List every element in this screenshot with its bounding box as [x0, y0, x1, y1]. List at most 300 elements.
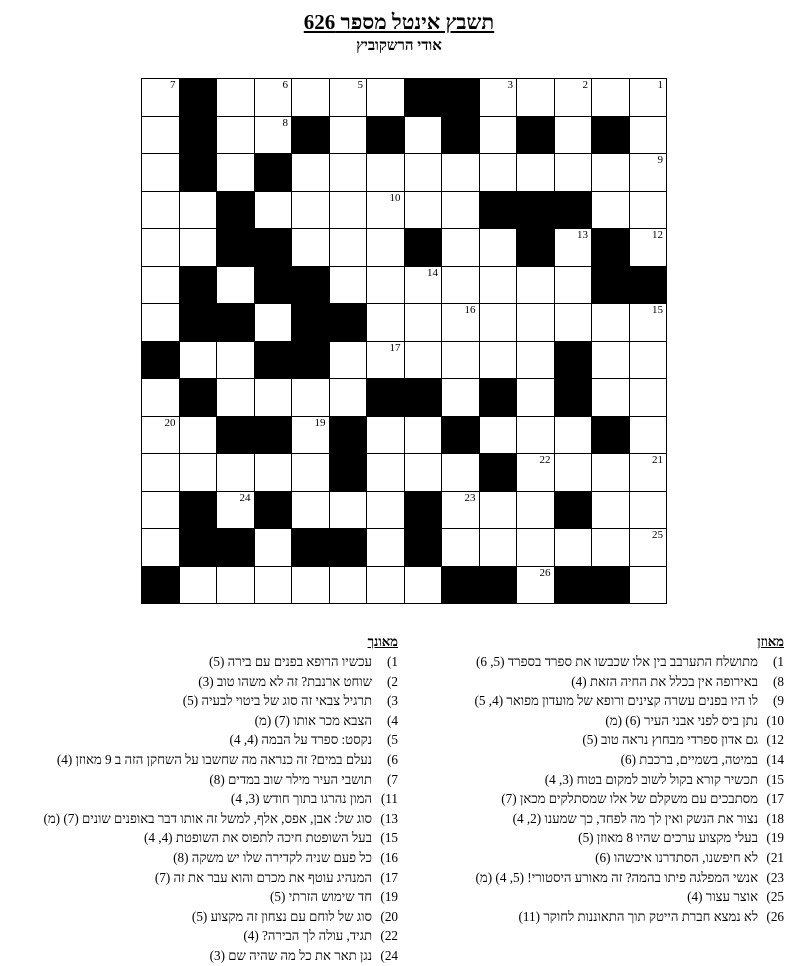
grid-cell[interactable]: [254, 191, 293, 230]
clue-text: בעל השופטת חיכה לתפוס את השופטת (4, 4): [143, 830, 372, 846]
grid-cell[interactable]: [516, 566, 555, 605]
clue-text: נתן ביס לפני אבני העיר (6) (מ): [605, 712, 758, 728]
down-clues: [0, 632, 398, 966]
clue-number: 14: [427, 266, 438, 279]
block-cell: [291, 341, 330, 380]
grid-cell[interactable]: [366, 416, 405, 455]
down-clue: [0, 887, 398, 907]
grid-cell[interactable]: [216, 116, 255, 155]
grid-cell[interactable]: [404, 153, 443, 192]
block-cell: [329, 528, 368, 567]
grid-cell[interactable]: [254, 303, 293, 342]
grid-cell[interactable]: [479, 491, 518, 530]
across-clue: [424, 730, 784, 750]
block-cell: [404, 528, 443, 567]
grid-cell[interactable]: [329, 153, 368, 192]
block-cell: [179, 491, 218, 530]
grid-cell[interactable]: [479, 153, 518, 192]
grid-cell[interactable]: [591, 491, 630, 530]
grid-cell[interactable]: [254, 453, 293, 492]
grid-cell[interactable]: [141, 416, 180, 455]
grid-cell[interactable]: [629, 491, 668, 530]
grid-cell[interactable]: [141, 491, 180, 530]
clue-number: 17: [389, 341, 401, 354]
block-cell: [179, 303, 218, 342]
clue-num: 13): [380, 810, 398, 826]
down-clue: [0, 926, 398, 946]
grid-cell[interactable]: [629, 78, 668, 117]
grid-cell[interactable]: [141, 116, 180, 155]
grid-cell[interactable]: [216, 341, 255, 380]
clue-number: 12: [652, 229, 663, 241]
clue-text: אוצר עצור (4): [687, 889, 758, 905]
clue-text: עכשיו הרופא בפנים עם בירה (5): [208, 654, 372, 669]
block-cell: [179, 266, 218, 305]
clue-num: 19): [766, 830, 784, 846]
clue-num: 20): [380, 908, 398, 924]
grid-cell[interactable]: [404, 266, 443, 305]
grid-cell[interactable]: [404, 303, 443, 342]
grid-cell[interactable]: [516, 153, 555, 192]
clue-text: כל פעם שניה לקדירה שלו יש משקה (8): [173, 849, 372, 865]
clue-text: המנהיג עוטף את מכרם והוא עבר את זה (7): [154, 869, 372, 885]
grid-cell[interactable]: [441, 491, 480, 530]
grid-cell[interactable]: [179, 453, 218, 492]
grid-cell[interactable]: [291, 153, 330, 192]
block-cell: [254, 491, 293, 530]
grid-cell[interactable]: [629, 416, 668, 455]
block-cell: [216, 528, 255, 567]
across-clue: [424, 789, 784, 809]
down-clue: [0, 711, 398, 731]
across-clue: [424, 809, 784, 829]
clue-number: 1: [657, 79, 663, 91]
clue-num: 18): [766, 810, 784, 826]
across-clue: [424, 750, 784, 770]
grid-cell[interactable]: [366, 303, 405, 342]
block-cell: [329, 416, 368, 455]
across-clue: [424, 887, 784, 907]
grid-cell[interactable]: [479, 228, 518, 267]
clue-num: 25): [766, 889, 784, 905]
grid-cell[interactable]: [441, 378, 480, 417]
grid-cell[interactable]: [366, 528, 405, 567]
grid-cell[interactable]: [516, 416, 555, 455]
clue-num: 14): [766, 751, 784, 767]
clue-num: 4): [387, 712, 398, 728]
clue-text: מתושלח התערבב בין אלו שכבשו את ספרד בספרד (5, 6): [475, 654, 758, 669]
grid-cell[interactable]: [591, 453, 630, 492]
puzzle-author: אודי הרשקוביץ: [356, 38, 442, 54]
block-cell: [179, 78, 218, 117]
grid-cell[interactable]: [254, 78, 293, 117]
grid-cell[interactable]: [254, 528, 293, 567]
clue-num: 22): [380, 928, 398, 944]
block-cell: [404, 378, 443, 417]
grid-cell[interactable]: [179, 228, 218, 267]
block-cell: [554, 378, 593, 417]
clue-num: 15): [766, 771, 784, 787]
clue-text: נגן תאר את כל מה שהיה שם (3): [209, 947, 372, 963]
block-cell: [441, 416, 480, 455]
grid-cell[interactable]: [179, 191, 218, 230]
clue-num: 7): [387, 771, 398, 787]
grid-cell[interactable]: [479, 341, 518, 380]
grid-cell[interactable]: [479, 266, 518, 305]
grid-cell[interactable]: [366, 191, 405, 230]
clue-text: לו היו בפנים עשרה קצינים ורופא של מועדון מפואר (4, 5): [474, 693, 758, 709]
block-cell: [216, 191, 255, 230]
clue-num: 8): [773, 673, 784, 689]
grid-cell[interactable]: [291, 191, 330, 230]
block-cell: [591, 416, 630, 455]
grid-cell[interactable]: [479, 78, 518, 117]
clue-num: 1): [387, 654, 398, 669]
grid-cell[interactable]: [516, 528, 555, 567]
grid-cell[interactable]: [441, 341, 480, 380]
grid-cell[interactable]: [554, 453, 593, 492]
grid-cell[interactable]: [629, 116, 668, 155]
clue-num: 11): [380, 791, 398, 807]
block-cell: [179, 116, 218, 155]
grid-cell[interactable]: [141, 191, 180, 230]
across-clue: [424, 672, 784, 692]
block-cell: [254, 341, 293, 380]
grid-cell[interactable]: [141, 266, 180, 305]
down-clue: [0, 907, 398, 927]
clue-text: שוחט ארנבת? זה לא משהו טוב (3): [198, 673, 372, 689]
clue-num: 12): [766, 732, 784, 748]
grid-cell[interactable]: [441, 528, 480, 567]
grid-cell[interactable]: [516, 303, 555, 342]
grid-cell[interactable]: [629, 528, 668, 567]
down-clue: [0, 672, 398, 692]
clue-text: נעלם במים? זה כנראה מה שחשבו על השחקן הזה ב 9 מאוזן (4): [56, 751, 372, 767]
clue-number: 20: [164, 416, 176, 429]
clue-num: 10): [766, 712, 784, 728]
clue-num: 17): [766, 791, 784, 807]
clue-number: 6: [282, 79, 288, 91]
grid-cell[interactable]: [216, 378, 255, 417]
grid-cell[interactable]: [591, 528, 630, 567]
block-cell: [366, 116, 405, 155]
down-clue: [0, 868, 398, 888]
clue-number: 16: [464, 304, 476, 316]
grid-cell[interactable]: [329, 191, 368, 230]
grid-cell[interactable]: [366, 228, 405, 267]
grid-cell[interactable]: [216, 453, 255, 492]
across-clue: [424, 652, 784, 672]
grid-cell[interactable]: [554, 303, 593, 342]
grid-cell[interactable]: [216, 78, 255, 117]
block-cell: [291, 116, 330, 155]
block-cell: [591, 228, 630, 267]
clue-number: 8: [282, 116, 288, 129]
grid-cell[interactable]: [479, 528, 518, 567]
across-clues: [424, 632, 784, 926]
grid-cell[interactable]: [179, 341, 218, 380]
block-cell: [291, 266, 330, 305]
block-cell: [329, 303, 368, 342]
grid-cell[interactable]: [629, 341, 668, 380]
across-heading: מאוזן: [757, 634, 784, 649]
down-clue: [0, 750, 398, 770]
grid-cell[interactable]: [254, 566, 293, 605]
clue-number: 21: [652, 454, 663, 466]
clue-number: 18: [577, 379, 588, 391]
across-clue: [424, 711, 784, 731]
grid-cell[interactable]: [291, 566, 330, 605]
clue-num: 9): [773, 693, 784, 709]
block-cell: [329, 453, 368, 492]
clue-text: הצבא מכר אותו (7) (מ): [254, 712, 372, 728]
clue-text: באירופה אין בכלל את החיה הזאת (4): [571, 673, 758, 689]
grid-cell[interactable]: [479, 116, 518, 155]
grid-cell[interactable]: [591, 153, 630, 192]
grid-cell[interactable]: [554, 528, 593, 567]
grid-cell[interactable]: [629, 566, 668, 605]
grid-cell[interactable]: [216, 491, 255, 530]
grid-cell[interactable]: [141, 303, 180, 342]
grid-cell[interactable]: [554, 228, 593, 267]
grid-cell[interactable]: [554, 266, 593, 305]
across-clue: [424, 868, 784, 888]
clue-text: תרגיל צבאי זה סוג של ביטוי לבעיה (5): [182, 693, 372, 709]
grid-cell[interactable]: [329, 116, 368, 155]
clue-text: מסתבכים עם משקלם של אלו שמסתלקים מכאן (7): [501, 791, 758, 807]
grid-cell[interactable]: [404, 341, 443, 380]
block-cell: [554, 341, 593, 380]
clue-num: 1): [773, 654, 784, 669]
grid-cell[interactable]: [216, 566, 255, 605]
clue-text: סוג של: אבן, אפס, אלף, למשל זה אותו דבר באופנים שונים (7) (מ): [43, 810, 372, 826]
grid-cell[interactable]: [404, 566, 443, 605]
grid-cell[interactable]: [404, 116, 443, 155]
grid-cell[interactable]: [404, 416, 443, 455]
clue-num: 23): [766, 869, 784, 885]
clue-text: לא חיפשנו, הסתדרנו איכשהו (6): [595, 849, 758, 865]
grid-cell[interactable]: [441, 303, 480, 342]
block-cell: [516, 228, 555, 267]
grid-cell[interactable]: [141, 528, 180, 567]
clue-number: 26: [539, 566, 551, 579]
clue-num: 3): [387, 693, 398, 709]
across-clue: [424, 691, 784, 711]
clue-num: 19): [380, 889, 398, 905]
clue-number: 24: [239, 491, 251, 504]
clue-text: נקסט: ספרד על הבמה (4, 4): [229, 732, 372, 748]
block-cell: [179, 153, 218, 192]
clue-text: תכשיר קורא בקול לשוב למקום בטוח (3, 4): [544, 771, 758, 787]
grid-cell[interactable]: [366, 78, 405, 117]
block-cell: [254, 153, 293, 192]
grid-cell[interactable]: [329, 341, 368, 380]
grid-cell[interactable]: [441, 153, 480, 192]
block-cell: [216, 416, 255, 455]
block-cell: [554, 491, 593, 530]
block-cell: [441, 116, 480, 155]
clue-text: המון נהרגו בתוך חודש (3, 4): [230, 791, 372, 807]
clue-text: תגיד, עולה לך הבירה? (4): [243, 928, 372, 944]
grid-cell[interactable]: [366, 491, 405, 530]
down-clue: [0, 848, 398, 868]
grid-cell[interactable]: [291, 228, 330, 267]
clue-text: חד שימוש הזרתי (5): [270, 889, 372, 905]
clue-number: 10: [389, 191, 401, 204]
grid-cell[interactable]: [141, 153, 180, 192]
down-clue: [0, 770, 398, 790]
block-cell: [479, 378, 518, 417]
grid-cell[interactable]: [629, 228, 668, 267]
grid-cell[interactable]: [329, 491, 368, 530]
clue-text: במיטה, בשמיים, ברכבת (6): [620, 751, 758, 767]
grid-cell[interactable]: [591, 78, 630, 117]
clue-number: 13: [577, 229, 588, 241]
grid-cell[interactable]: [591, 378, 630, 417]
grid-cell[interactable]: [441, 228, 480, 267]
block-cell: [554, 191, 593, 230]
clue-number: 2: [582, 79, 588, 91]
grid-cell[interactable]: [141, 228, 180, 267]
grid-cell[interactable]: [554, 416, 593, 455]
grid-cell[interactable]: [629, 191, 668, 230]
clue-number: 15: [652, 304, 663, 316]
down-clue: [0, 946, 398, 966]
grid-cell[interactable]: [516, 78, 555, 117]
grid-cell[interactable]: [366, 266, 405, 305]
grid-cell[interactable]: [141, 453, 180, 492]
clue-text: לא נמצא חברת הייטק תוך התאוננות לחוקר (11): [518, 908, 758, 924]
grid-cell[interactable]: [141, 78, 180, 117]
clue-text: אנשי המפלגה פיתו בהמה? זה מאורע היסטורי! (5, 4) (מ): [475, 869, 758, 885]
clue-num: 5): [387, 732, 398, 748]
grid-cell[interactable]: [141, 378, 180, 417]
grid-cell[interactable]: [366, 341, 405, 380]
across-clue: [424, 828, 784, 848]
grid-cell[interactable]: [479, 303, 518, 342]
block-cell: [441, 566, 480, 605]
clue-text: בעלי מקצוע ערכים שהיו 8 מאוזן (5): [578, 830, 758, 846]
block-cell: [179, 528, 218, 567]
grid-cell[interactable]: [179, 566, 218, 605]
clue-num: 6): [387, 751, 398, 767]
grid-cell[interactable]: [291, 78, 330, 117]
grid-cell[interactable]: [291, 416, 330, 455]
clue-number: 25: [652, 529, 663, 541]
clue-num: 24): [380, 947, 398, 963]
block-cell: [479, 453, 518, 492]
grid-cell[interactable]: [291, 453, 330, 492]
block-cell: [441, 78, 480, 117]
grid-cell[interactable]: [329, 378, 368, 417]
clue-number: 5: [357, 79, 363, 91]
down-clue: [0, 652, 398, 672]
block-cell: [404, 228, 443, 267]
grid-cell[interactable]: [516, 491, 555, 530]
grid-cell[interactable]: [179, 416, 218, 455]
block-cell: [404, 491, 443, 530]
block-cell: [141, 566, 180, 605]
grid-cell[interactable]: [216, 153, 255, 192]
grid-cell[interactable]: [554, 153, 593, 192]
down-clue: [0, 809, 398, 829]
grid-cell[interactable]: [366, 153, 405, 192]
grid-cell[interactable]: [516, 378, 555, 417]
grid-cell[interactable]: [254, 378, 293, 417]
grid-cell[interactable]: [441, 453, 480, 492]
grid-cell[interactable]: [629, 378, 668, 417]
block-cell: [629, 266, 668, 305]
across-clue: [424, 848, 784, 868]
grid-cell[interactable]: [591, 191, 630, 230]
down-heading: מאונך: [367, 634, 398, 649]
grid-cell[interactable]: [591, 303, 630, 342]
grid-cell[interactable]: [291, 491, 330, 530]
block-cell: [216, 228, 255, 267]
clue-num: 17): [380, 869, 398, 885]
block-cell: [516, 116, 555, 155]
puzzle-title: תשבץ אינטל מספר 626: [303, 10, 495, 34]
grid-cell[interactable]: [216, 266, 255, 305]
grid-cell[interactable]: [404, 453, 443, 492]
grid-cell[interactable]: [291, 378, 330, 417]
block-cell: [254, 266, 293, 305]
clue-text: סוג של לוחם עם נצחון זה מקצוע (5): [191, 908, 372, 924]
crossword-grid: [141, 78, 666, 603]
clue-number: 23: [464, 491, 476, 504]
grid-cell[interactable]: [591, 341, 630, 380]
block-cell: [291, 528, 330, 567]
grid-cell[interactable]: [554, 78, 593, 117]
grid-cell[interactable]: [441, 191, 480, 230]
grid-cell[interactable]: [516, 341, 555, 380]
grid-cell[interactable]: [516, 266, 555, 305]
grid-cell[interactable]: [366, 566, 405, 605]
grid-cell[interactable]: [629, 153, 668, 192]
clue-num: 26): [766, 908, 784, 924]
block-cell: [179, 378, 218, 417]
grid-cell[interactable]: [441, 266, 480, 305]
across-clue: [424, 907, 784, 927]
block-cell: [591, 266, 630, 305]
grid-cell[interactable]: [629, 303, 668, 342]
grid-cell[interactable]: [329, 566, 368, 605]
grid-cell[interactable]: [254, 116, 293, 155]
block-cell: [291, 303, 330, 342]
clue-number: 7: [170, 79, 176, 91]
block-cell: [216, 303, 255, 342]
clue-text: תושבי העיר מילר שוב במדים (8): [209, 771, 372, 787]
grid-cell[interactable]: [329, 228, 368, 267]
grid-cell[interactable]: [329, 266, 368, 305]
block-cell: [141, 341, 180, 380]
grid-cell[interactable]: [554, 116, 593, 155]
block-cell: [254, 416, 293, 455]
block-cell: [404, 78, 443, 117]
clue-num: 15): [380, 830, 398, 846]
grid-cell[interactable]: [516, 453, 555, 492]
clue-number: 11: [239, 191, 251, 204]
clue-number: 3: [507, 79, 513, 91]
grid-cell[interactable]: [479, 416, 518, 455]
clue-num: 21): [766, 849, 784, 865]
grid-cell[interactable]: [366, 453, 405, 492]
grid-cell[interactable]: [329, 78, 368, 117]
grid-cell[interactable]: [404, 191, 443, 230]
grid-cell[interactable]: [629, 453, 668, 492]
clue-num: 2): [387, 673, 398, 689]
clue-number: 4: [432, 79, 438, 91]
